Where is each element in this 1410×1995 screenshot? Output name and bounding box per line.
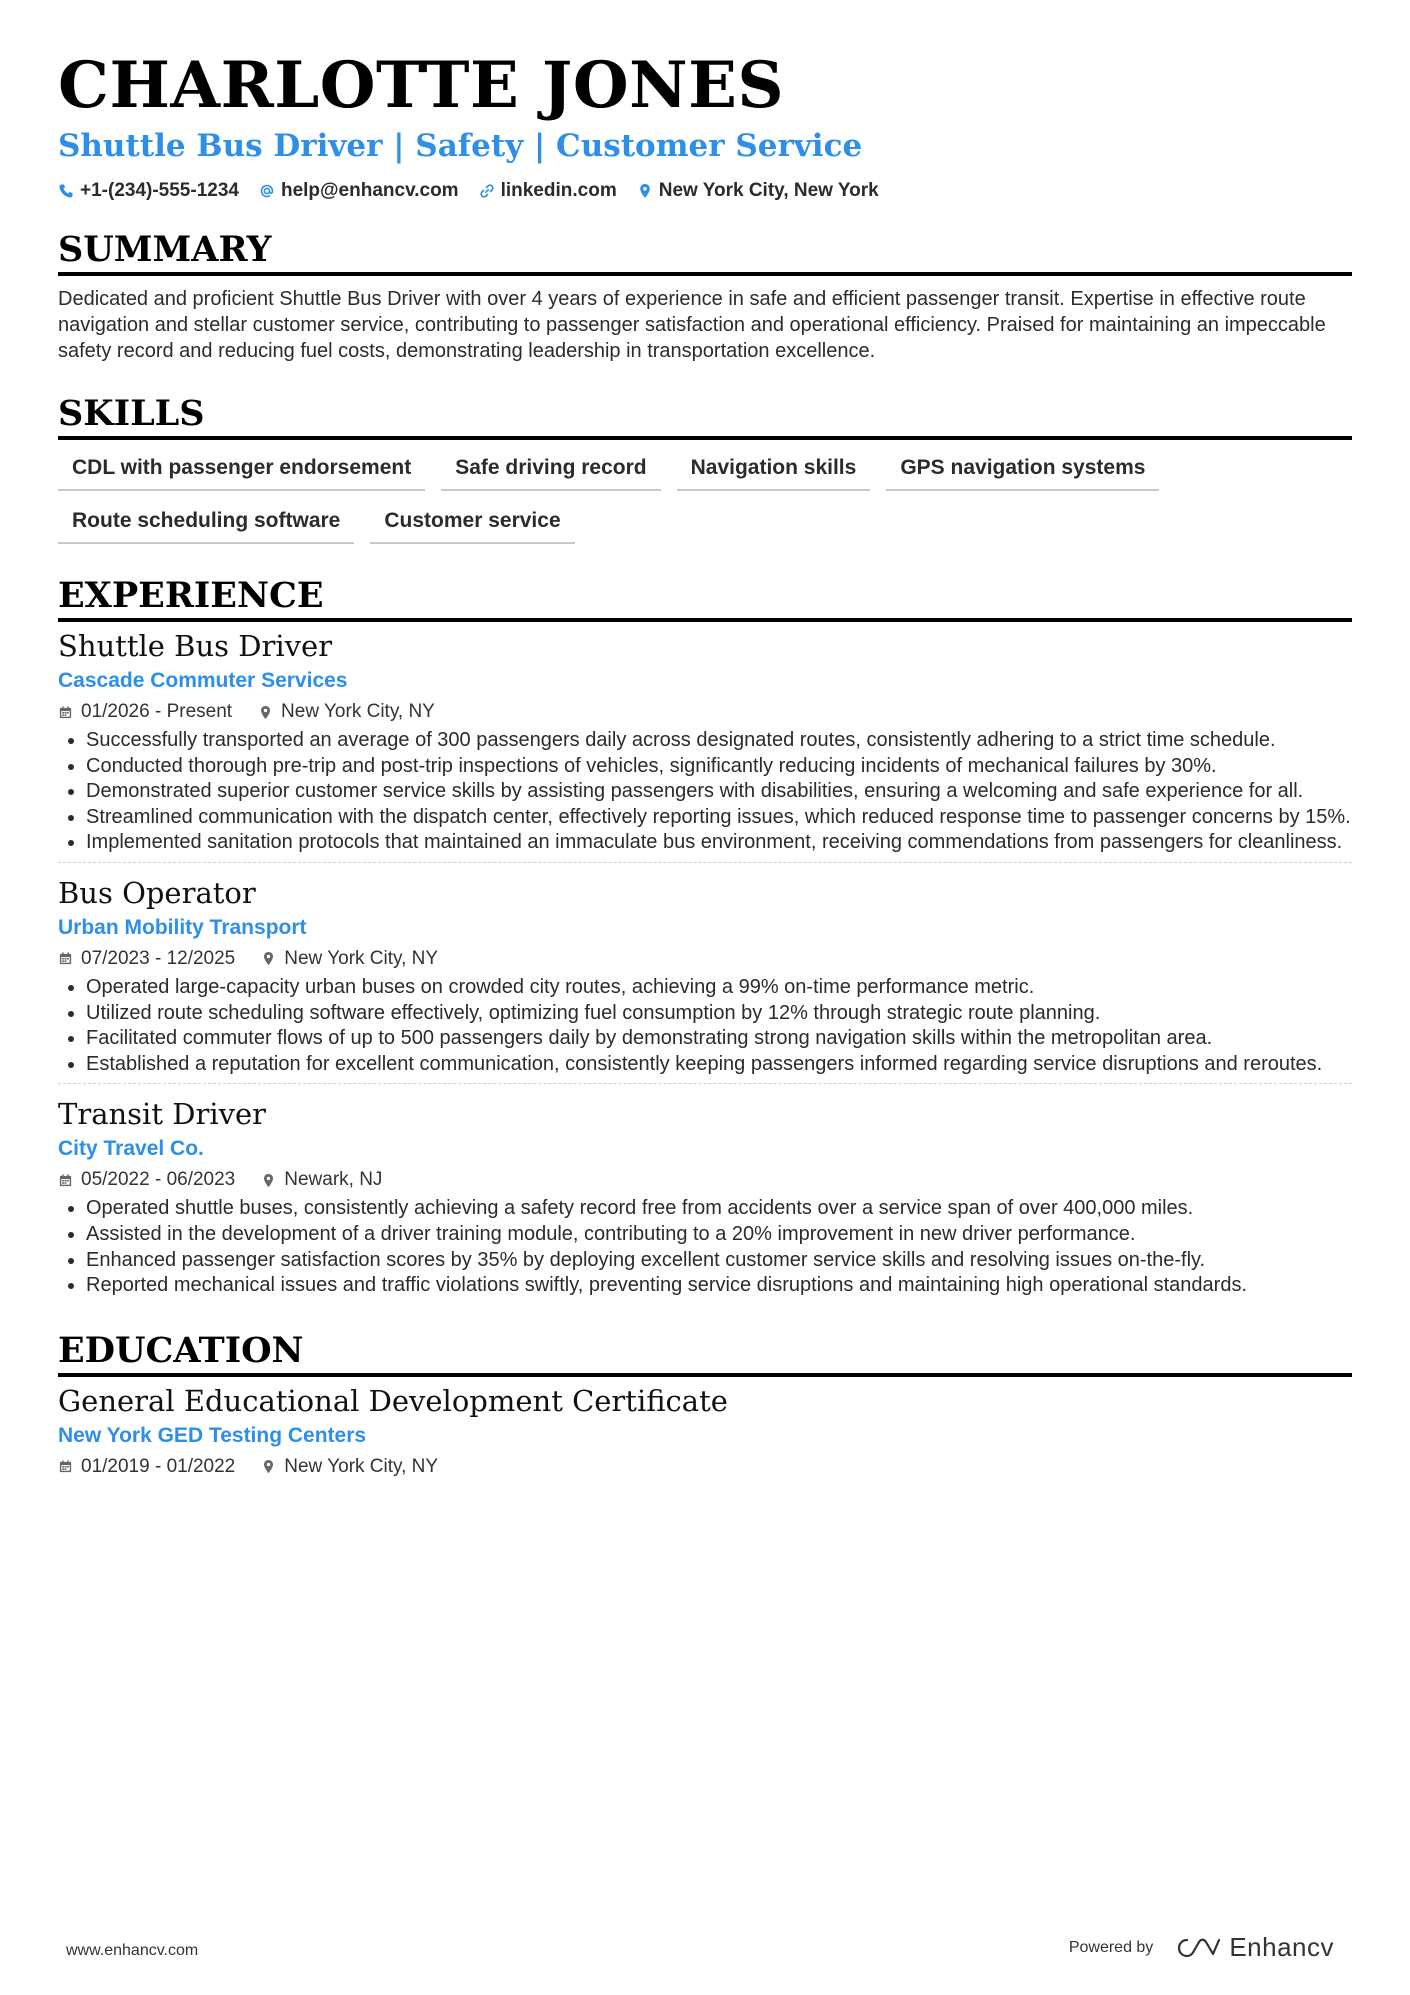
bullet-item: • Established a reputation for excellent communication, consistently keeping passengers informed regarding service disruptions and reroutes. xyxy=(86,1052,1352,1078)
job-dates-text: 07/2023 - 12/2025 xyxy=(81,947,236,969)
experience-section xyxy=(58,574,1352,1305)
job-dates xyxy=(58,945,235,973)
calendar-icon xyxy=(58,1173,73,1188)
summary-section xyxy=(58,228,1352,364)
bullet-item: • Implemented sanitation protocols that maintained an immaculate bus environment, receiving commendations from passengers for cleanliness. xyxy=(86,830,1352,856)
location-pin-icon xyxy=(637,183,653,199)
skill-tag: Safe driving record xyxy=(441,450,660,491)
summary-text: Dedicated and proficient Shuttle Bus Driver with over 4 years of experience in safe and efficient passenger transit. Expertise in effective route navigation and stellar customer service, contributing to passenger satisfaction and operational efficiency. Praised for maintaining an impeccable safety record and reducing fuel costs, demonstrating leadership in transportation excellence. xyxy=(58,288,1326,362)
contact-location xyxy=(637,180,879,202)
powered-by-label: Powered by xyxy=(1068,1938,1154,1956)
skill-tag: Navigation skills xyxy=(677,450,871,491)
job-meta xyxy=(58,698,1352,726)
experience-title: EXPERIENCE xyxy=(58,574,1352,622)
phone-text: +1-(234)-555-1234 xyxy=(80,180,239,201)
bullet-item: • Operated shuttle buses, consistently achieving a safety record free from accidents over a service span of over 400,000 miles. xyxy=(86,1196,1352,1222)
skills-list xyxy=(58,450,1358,544)
job-bullets xyxy=(58,728,1352,856)
email-text: help@enhancv.com xyxy=(280,180,459,201)
skill-tag: Route scheduling software xyxy=(58,503,354,544)
headline: Shuttle Bus Driver | Safety | Customer Service xyxy=(58,128,863,164)
contact-row xyxy=(58,180,1352,202)
linkedin-text: linkedin.com xyxy=(500,180,617,201)
job-location xyxy=(261,945,438,973)
summary-title: SUMMARY xyxy=(58,228,1352,276)
job-title: Shuttle Bus Driver xyxy=(58,629,333,663)
bullet-item: • Utilized route scheduling software effectively, optimizing fuel consumption by 12% through strategic route planning. xyxy=(86,1001,1352,1027)
job-location-text: New York City, NY xyxy=(281,701,435,722)
footer-website[interactable]: www.enhancv.com xyxy=(66,1942,199,1959)
brand-name: Enhancv xyxy=(1229,1932,1334,1962)
footer-branding xyxy=(1069,1932,1334,1963)
job-entry xyxy=(58,1083,1352,1304)
bullet-item: • Operated large-capacity urban buses on crowded city routes, achieving a 99% on-time performance metric. xyxy=(86,975,1352,1001)
job-bullets xyxy=(58,975,1352,1077)
education-dates xyxy=(58,1453,235,1481)
skill-tag: Customer service xyxy=(370,503,574,544)
bullet-item: • Reported mechanical issues and traffic violations swiftly, preventing service disruptions and maintaining high operational standards. xyxy=(86,1273,1352,1299)
contact-email[interactable] xyxy=(259,180,459,202)
education-dates-text: 01/2019 - 01/2022 xyxy=(81,1455,236,1477)
skills-section xyxy=(58,392,1352,544)
job-meta xyxy=(58,945,1352,973)
contact-linkedin[interactable] xyxy=(479,180,617,202)
education-section xyxy=(58,1329,1352,1481)
job-location xyxy=(258,698,435,726)
bullet-item: • Successfully transported an average of 300 passengers daily across designated routes, consistently adhering to a strict time schedule. xyxy=(86,728,1352,754)
phone-icon xyxy=(58,183,74,199)
degree-title: General Educational Development Certificate xyxy=(58,1383,728,1418)
job-meta xyxy=(58,1166,1352,1194)
location-pin-icon xyxy=(261,1459,276,1474)
enhancv-logo[interactable] xyxy=(1177,1932,1334,1963)
location-pin-icon xyxy=(261,951,276,966)
job-title: Transit Driver xyxy=(58,1097,266,1132)
bullet-item: • Demonstrated superior customer service skills by assisting passengers with disabilities, ensuring a welcoming and safe experience for all. xyxy=(86,779,1352,805)
job-bullets xyxy=(58,1196,1352,1298)
job-location-text: Newark, NJ xyxy=(284,1169,383,1191)
company-name: Urban Mobility Transport xyxy=(58,915,307,939)
company-name: Cascade Commuter Services xyxy=(58,669,348,692)
bullet-item: • Assisted in the development of a driver training module, contributing to a 20% improvement in new driver performance. xyxy=(86,1222,1352,1248)
job-dates-text: 01/2026 - Present xyxy=(81,701,233,722)
contact-phone[interactable] xyxy=(58,180,239,202)
job-dates-text: 05/2022 - 06/2023 xyxy=(81,1169,236,1191)
education-location xyxy=(261,1453,438,1481)
bullet-item: • Conducted thorough pre-trip and post-trip inspections of vehicles, significantly reducing incidents of mechanical failures by 30%. xyxy=(86,754,1352,780)
skill-tag: GPS navigation systems xyxy=(886,450,1159,491)
location-text: New York City, New York xyxy=(658,180,879,201)
at-icon xyxy=(259,183,275,199)
link-icon xyxy=(479,183,495,199)
job-title: Bus Operator xyxy=(58,875,256,910)
education-title: EDUCATION xyxy=(58,1329,1352,1377)
bullet-item: • Streamlined communication with the dispatch center, effectively reporting issues, which reduced response time to passenger concerns by 15%. xyxy=(86,805,1352,831)
education-meta xyxy=(58,1453,1352,1481)
calendar-icon xyxy=(58,705,73,720)
location-pin-icon xyxy=(258,705,273,720)
calendar-icon xyxy=(58,1459,73,1474)
job-entry xyxy=(58,626,1352,862)
calendar-icon xyxy=(58,951,73,966)
resume-header xyxy=(58,48,1352,202)
job-location xyxy=(261,1166,382,1194)
skill-tag: CDL with passenger endorsement xyxy=(58,450,425,491)
enhancv-logo-icon xyxy=(1177,1936,1221,1960)
location-pin-icon xyxy=(261,1173,276,1188)
company-name: City Travel Co. xyxy=(58,1137,204,1161)
job-location-text: New York City, NY xyxy=(284,947,439,969)
job-dates xyxy=(58,1166,235,1194)
candidate-name: CHARLOTTE JONES xyxy=(58,48,785,123)
bullet-item: • Facilitated commuter flows of up to 500 passengers daily by demonstrating strong navigation skills within the metropolitan area. xyxy=(86,1026,1352,1052)
job-dates xyxy=(58,698,232,726)
school-name: New York GED Testing Centers xyxy=(58,1423,367,1447)
education-location-text: New York City, NY xyxy=(284,1455,439,1477)
skills-title: SKILLS xyxy=(58,392,1352,440)
job-entry xyxy=(58,862,1352,1083)
bullet-item: • Enhanced passenger satisfaction scores by 35% by deploying excellent customer service skills and resolving issues on-the-fly. xyxy=(86,1248,1352,1274)
